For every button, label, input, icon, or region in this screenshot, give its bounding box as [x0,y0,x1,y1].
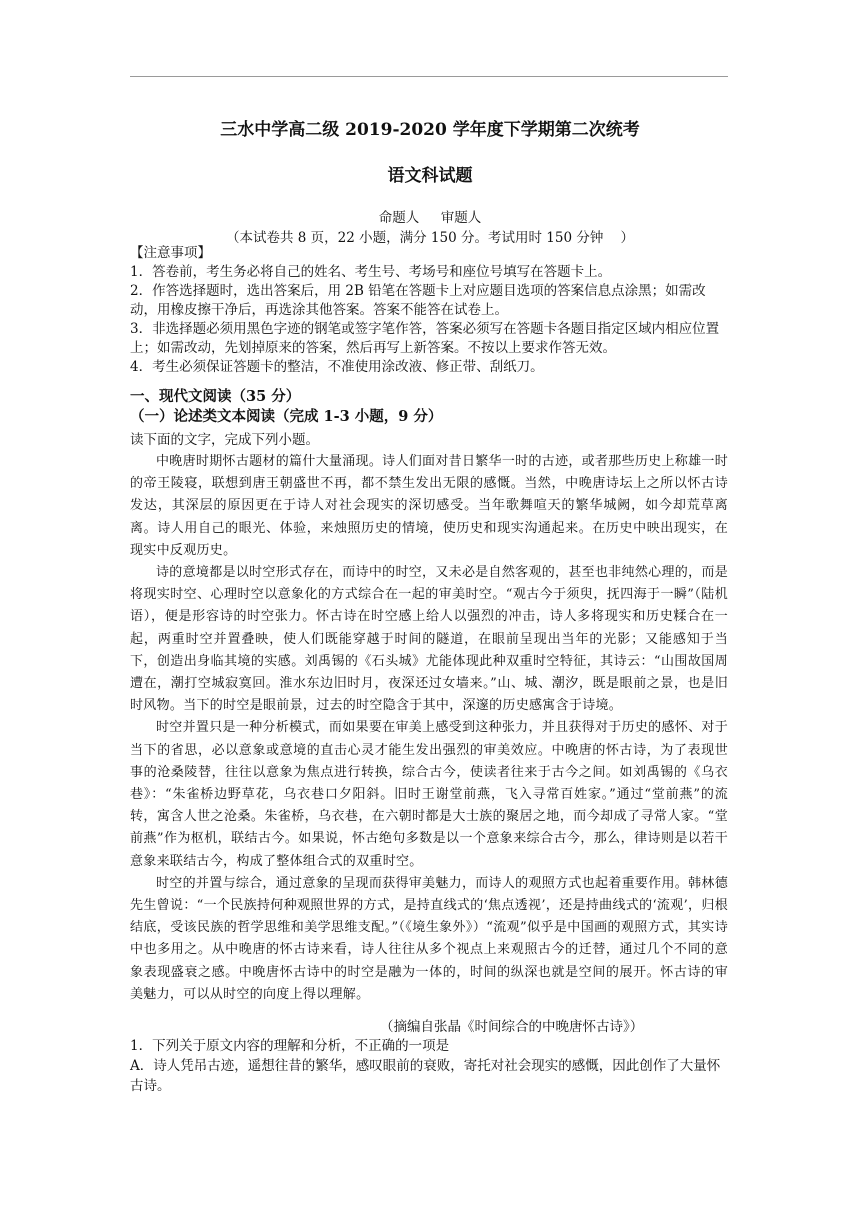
subsection-heading: （一）论述类文本阅读（完成 1-3 小题，9 分） [130,408,443,425]
passage-paragraph: 诗的意境都是以时空形式存在，而诗中的时空，又未必是自然客观的，甚至也非纯然心理的，而是将现实时空、心理时空以意象化的方式综合在一起的审美时空。“观古今于须臾，抚四海于一瞬”（陆机语），便是形容诗的时空张力。怀古诗在时空感上给人以强烈的冲击，诗人多将现实和历史糅合在一起，两重时空并置叠映，使人们既能穿越于时间的隧道，在眼前呈现出当年的光影；又能感知于当下，创造出身临其境的实感。刘禹锡的《石头城》尤能体现此种双重时空特征，其诗云：“山围故国周遭在，潮打空城寂寞回。淮水东边旧时月，夜深还过女墙来。”山、城、潮汐，既是眼前之景，也是旧时风物。当下的时空是眼前景，过去的时空隐含于其中，深邃的历史感寓含于诗境。 [130,565,728,714]
header-rule [130,76,728,77]
notice-item: 3．非选择题必须用黑色字迹的钢笔或签字笔作答，答案必须写在答题卡各题目指定区域内相应位置上；如需改动，先划掉原来的答案，然后再写上新答案。不按以上要求作答无效。 [130,321,720,356]
passage-paragraph: 时空的并置与综合，通过意象的呈现而获得审美魅力，而诗人的观照方式也起着重要作用。韩林德先生曾说：“一个民族持何种观照世界的方式，是持直线式的‘焦点透视’，还是持曲线式的‘流观’，归根结底，受该民族的哲学思维和美学思维支配。”（《境生象外》）“流观”似乎是中国画的观照方式，其实诗中也多用之。从中晚唐的怀古诗来看，诗人往往从多个视点上来观照古今的迁替，通过几个不同的意象表现盛衰之感。中晚唐怀古诗中的时空是融为一体的，时间的纵深也就是空间的展开。怀古诗的审美魅力，可以从时空的向度上得以理解。 [130,875,728,1002]
exam-info: （本试卷共 8 页，22 小题，满分 150 分。考试用时 150 分钟 ） [225,230,634,246]
reading-passage [130,451,728,1006]
exam-title: 三水中学高二级 2019-2020 学年度下学期第二次统考 [220,120,640,140]
question-option: A．诗人凭吊古迹，遥想往昔的繁华，感叹眼前的衰败，寄托对社会现实的感慨，因此创作了大量怀古诗。 [130,1058,721,1094]
reading-instruction: 读下面的文字，完成下列小题。 [130,432,319,448]
authors-line: 命题人 审题人 [378,210,482,226]
notice-heading: 【注意事项】 [130,245,211,261]
exam-subtitle: 语文科试题 [387,166,473,186]
source-citation: （摘编自张晶《时间综合的中晚唐怀古诗》） [380,1019,644,1035]
question-stem: 1．下列关于原文内容的理解和分析，不正确的一项是 [130,1038,450,1054]
notice-item: 1．答卷前，考生务必将自己的姓名、考生号、考场号和座位号填写在答题卡上。 [130,264,612,280]
notice-item: 4．考生必须保证答题卡的整洁，不准使用涂改液、修正带、刮纸刀。 [130,359,544,375]
section-heading: 一、现代文阅读（35 分） [130,388,301,405]
notice-section [130,244,728,377]
notice-item: 2．作答选择题时，选出答案后，用 2B 铅笔在答题卡上对应题目选项的答案信息点涂黑；如需改动，用橡皮擦干净后，再选涂其他答案。答案不能答在试卷上。 [130,283,706,318]
passage-paragraph: 时空并置只是一种分析模式，而如果要在审美上感受到这种张力，并且获得对于历史的感怀、对于当下的省思，必以意象或意境的直击心灵才能生发出强烈的审美效应。中晚唐的怀古诗，为了表现世事的沧桑陵替，往往以意象为焦点进行转换，综合古今，使读者往来于古今之间。如刘禹锡的《乌衣巷》：“朱雀桥边野草花，乌衣巷口夕阳斜。旧时王谢堂前燕，飞入寻常百姓家。”通过“堂前燕”的流转，寓含人世之沧桑。朱雀桥，乌衣巷，在六朝时都是大士族的聚居之地，而今却成了寻常人家。“堂前燕”作为枢机，联结古今。如果说，怀古绝句多数是以一个意象来综合古今，那么，律诗则是以若干意象来联结古今，构成了整体组合式的双重时空。 [130,720,728,869]
question-block [130,1036,728,1096]
passage-paragraph: 中晚唐时期怀古题材的篇什大量涌现。诗人们面对昔日繁华一时的古迹，或者那些历史上称雄一时的帝王陵寝，联想到唐王朝盛世不再，都不禁生发出无限的感慨。当然，中晚唐诗坛上之所以怀古诗发达，其深层的原因更在于诗人对社会现实的深切感受。当年歌舞喧天的繁华城阙，如今却荒草离离。诗人用自己的眼光、体验，来烛照历史的情境，使历史和现实沟通起来。在历史中映出现实，在现实中反观历史。 [130,454,728,558]
